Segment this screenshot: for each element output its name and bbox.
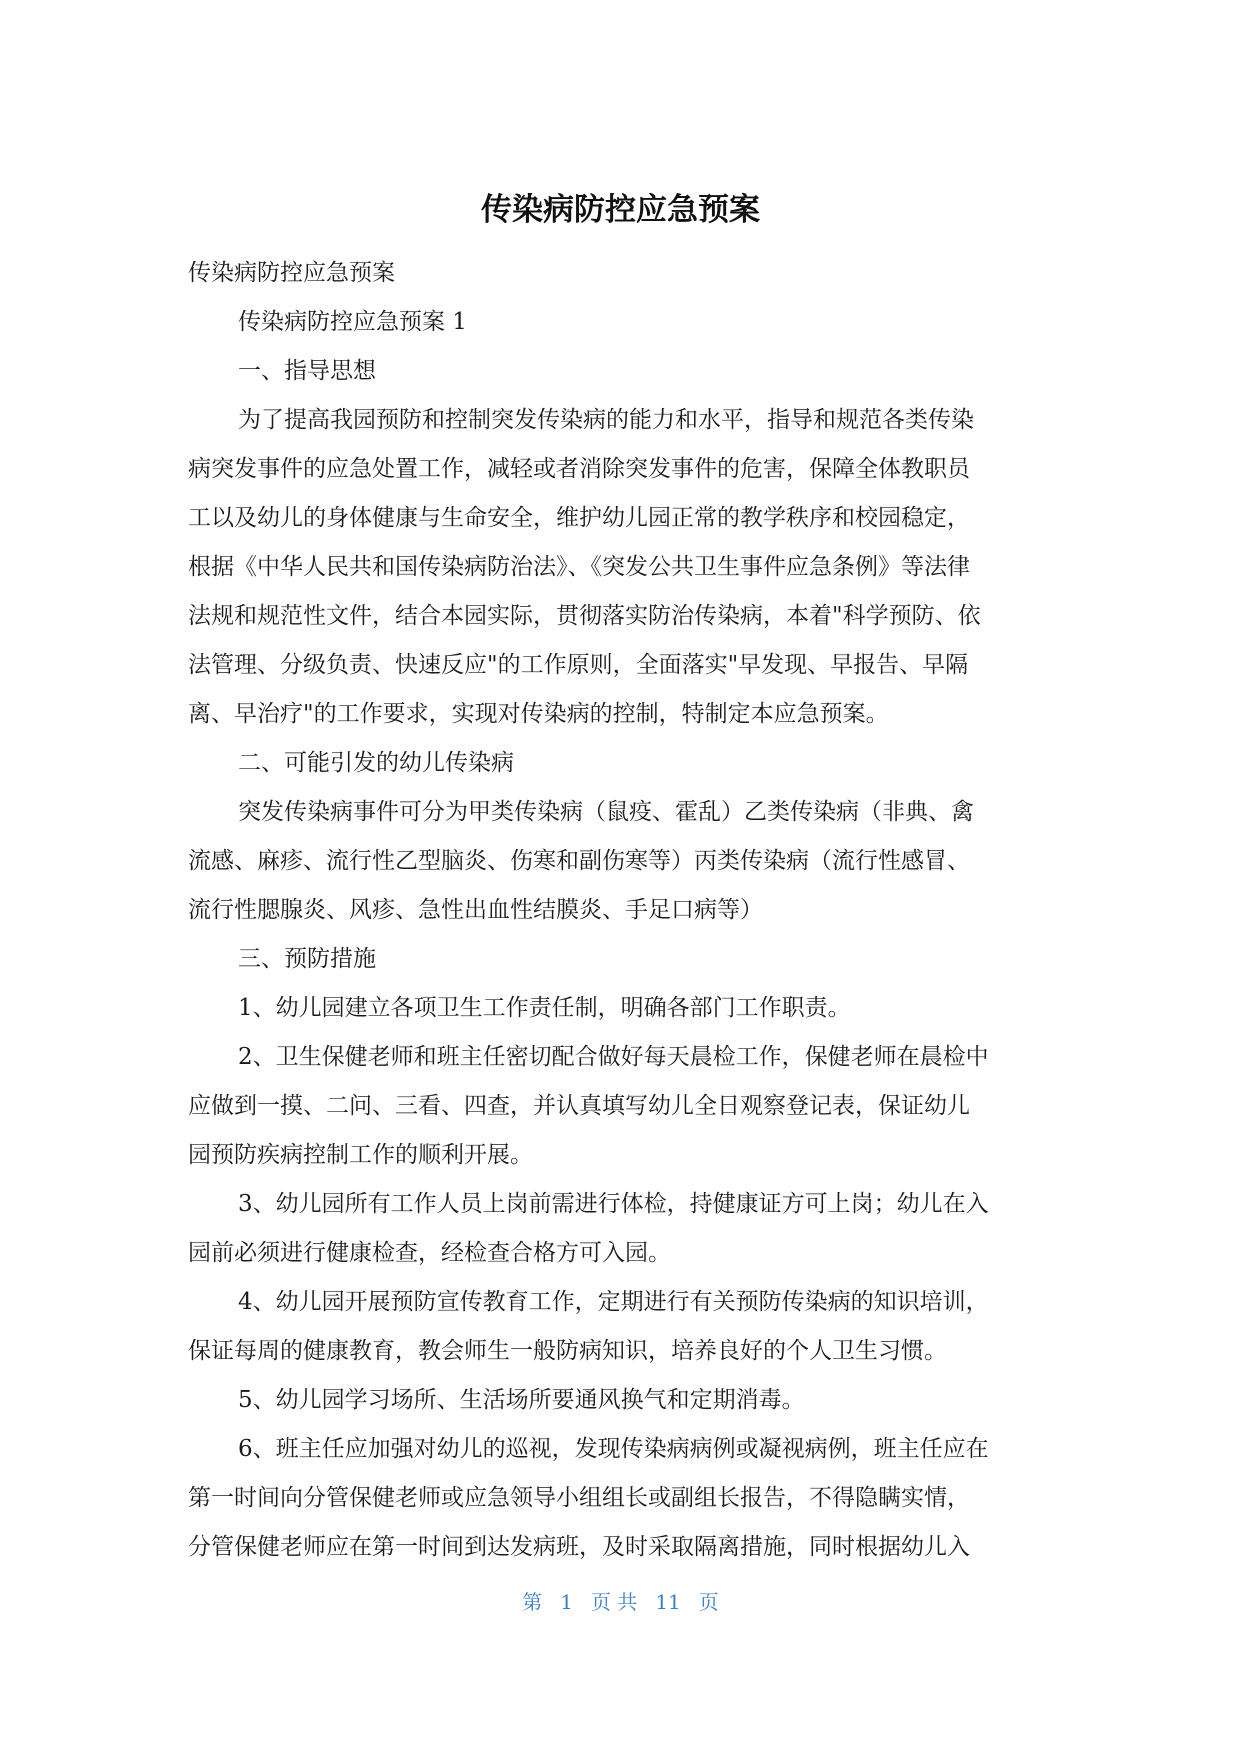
section-heading: 三、预防措施 — [238, 946, 376, 972]
text-line: 流行性腮腺炎、风疹、急性出血性结膜炎、手足口病等） — [188, 897, 763, 923]
text-line: 5、幼儿园学习场所、生活场所要通风换气和定期消毒。 — [238, 1387, 805, 1413]
text-line: 传染病防控应急预案 1 — [238, 309, 467, 335]
text-line: 园预防疾病控制工作的顺利开展。 — [188, 1142, 533, 1168]
footer-middle: 页 共 — [590, 1590, 638, 1614]
text-line: 园前必须进行健康检查，经检查合格方可入园。 — [188, 1240, 671, 1266]
section-heading: 二、可能引发的幼儿传染病 — [238, 750, 514, 776]
footer-page-number: 1 — [560, 1590, 573, 1614]
text-line: 传染病防控应急预案 — [188, 260, 395, 286]
text-line: 2、卫生保健老师和班主任密切配合做好每天晨检工作，保健老师在晨检中 — [238, 1044, 989, 1070]
text-line: 4、幼儿园开展预防宣传教育工作，定期进行有关预防传染病的知识培训， — [238, 1289, 989, 1315]
text-line: 离、早治疗"的工作要求，实现对传染病的控制，特制定本应急预案。 — [188, 701, 889, 727]
text-line: 为了提高我园预防和控制突发传染病的能力和水平，指导和规范各类传染 — [238, 407, 974, 433]
page-footer — [0, 1588, 1241, 1616]
text-line: 根据《中华人民共和国传染病防治法》、《突发公共卫生事件应急条例》等法律 — [188, 554, 970, 580]
text-line: 分管保健老师应在第一时间到达发病班，及时采取隔离措施，同时根据幼儿入 — [188, 1534, 970, 1560]
document-body — [188, 249, 1052, 1572]
text-line: 1、幼儿园建立各项卫生工作责任制，明确各部门工作职责。 — [238, 995, 851, 1021]
text-line: 保证每周的健康教育，教会师生一般防病知识，培养良好的个人卫生习惯。 — [188, 1338, 947, 1364]
text-line: 流感、麻疹、流行性乙型脑炎、伤寒和副伤寒等）丙类传染病（流行性感冒、 — [188, 848, 970, 874]
text-line: 应做到一摸、二问、三看、四查，并认真填写幼儿全日观察登记表，保证幼儿 — [188, 1093, 970, 1119]
text-line: 病突发事件的应急处置工作，减轻或者消除突发事件的危害，保障全体教职员 — [188, 456, 970, 482]
text-line: 突发传染病事件可分为甲类传染病（鼠疫、霍乱）乙类传染病（非典、禽 — [238, 799, 974, 825]
text-line: 3、幼儿园所有工作人员上岗前需进行体检，持健康证方可上岗；幼儿在入 — [238, 1191, 989, 1217]
text-line: 6、班主任应加强对幼儿的巡视，发现传染病病例或凝视病例，班主任应在 — [238, 1436, 989, 1462]
footer-suffix: 页 — [698, 1590, 719, 1614]
footer-total-pages: 11 — [655, 1590, 681, 1614]
section-heading: 一、指导思想 — [238, 358, 376, 384]
document-title: 传染病防控应急预案 — [481, 192, 760, 228]
text-line: 工以及幼儿的身体健康与生命安全，维护幼儿园正常的教学秩序和校园稳定， — [188, 505, 970, 531]
text-line: 第一时间向分管保健老师或应急领导小组组长或副组长报告，不得隐瞒实情， — [188, 1485, 970, 1511]
footer-prefix: 第 — [522, 1590, 543, 1614]
text-line: 法管理、分级负责、快速反应"的工作原则，全面落实"早发现、早报告、早隔 — [188, 652, 969, 678]
text-line: 法规和规范性文件，结合本园实际，贯彻落实防治传染病，本着"科学预防、依 — [188, 603, 981, 629]
